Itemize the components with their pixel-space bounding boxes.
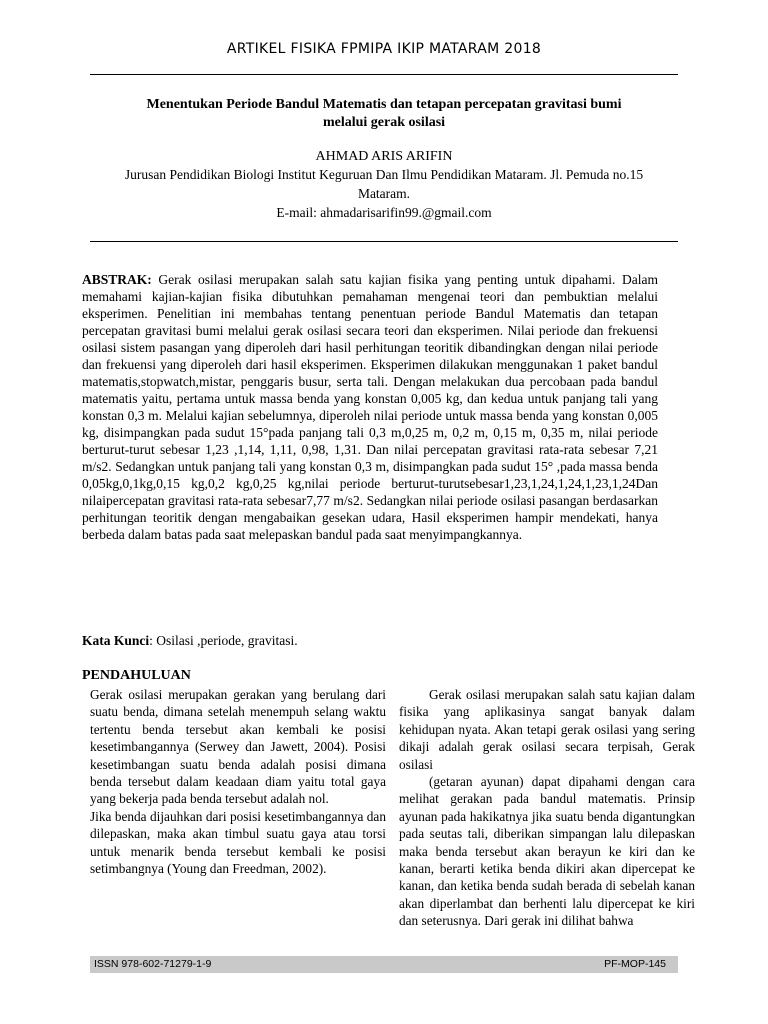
footer-page-number: 145 <box>648 958 666 970</box>
footer-page-code: PF-MOP- <box>604 958 649 970</box>
keywords-label: Kata Kunci <box>82 633 150 648</box>
right-column <box>399 686 695 930</box>
article-title <box>96 96 672 132</box>
article-title-line-2: melalui gerak osilasi <box>322 115 446 130</box>
abstract-label: ABSTRAK: <box>82 272 152 287</box>
right-paragraph-2: (getaran ayunan) dapat dipahami dengan cara melihat gerakan pada bandul matematis. Prinsip ayunan pada hakikatnya jika suatu benda digantungkan pada seutas tali, diberikan simpangan lalu dilepaskan maka benda tersebut akan berayun ke kiri dan ke kanan, berarti ketika benda dikiri akan dipercepat ke kanan, dan ketika benda sudah berada di sebelah kanan akan diperlambat dan berhenti lalu dipercepat ke kiri dan seterusnya. Dari gerak ini dilihat bahwa <box>399 774 695 929</box>
abstract <box>82 271 658 543</box>
footer-page <box>604 958 666 970</box>
abstract-text: Gerak osilasi merupakan salah satu kajian fisika yang penting untuk dipahami. Dalam memahami kajian-kajian fisika dibutuhkan pemahaman mengenai teori dan pembuktian melalui eksperimen. Penelitian ini membahas tentang penentuan periode Bandul Matematis dan tetapan percepatan gravitasi bumi melalui gerak osilasi secara teori dan eksperimen. Nilai periode dan frekuensi osilasi sistem pasangan yang diperoleh dari hasil perhitungan teoritik dibandingkan dengan nilai periode dan frekuensi yang diperoleh dari hasil eksperimen. Eksperimen dilakukan menggunakan 1 paket bandul matematis,stopwatch,mistar, penggaris busur, serta tali. Dengan melakukan dua percobaan pada bandul matematis yaitu, pertama untuk massa benda yang konstan 0,005 kg, dan kedua untuk panjang tali yang konstan 0,3 m. Melalui kajian sebelumnya, diperoleh nilai periode untuk massa benda yang konstan 0,005 kg, disimpangkan pada sudut 15°pada panjang tali 0,3 m,0,25 m, 0,2 m, 0,15 m, 0,35 m, nilai periode berturut-turut sebesar 1,23 ,1,14, 1,11, 0,98, 1,31. Dan nilai percepatan gravitasi rata-rata sebesar 7,21 m/s2. Sedangkan untuk panjang tali yang konstan 0,3 m, disimpangkan pada sudut 15° ,pada massa benda 0,05kg,0,1kg,0,15 kg,0,2 kg,0,25 kg,nilai periode berturut-turutsebesar1,23,1,24,1,24,1,23,1,24Dan nilaipercepatan gravitasi rata-rata sebesar7,77 m/s2. Sedangkan nilai periode osilasi pasangan berdasarkan perhitungan teoritik dengan mengabaikan gesekan udara, Hasil eksperimen hampir mendekati, hanya berbeda dalam batas pada saat melepaskan bandul pada saat menyimpangkannya. <box>82 272 659 542</box>
right-paragraph-1: Gerak osilasi merupakan salah satu kajian dalam fisika yang aplikasinya sangat banyak dalam kehidupan nyata. Akan tetapi gerak osilasi yang sering dikaji adalah gerak osilasi secara terpisah, Gerak osilasi <box>399 687 695 772</box>
author-affiliation: Jurusan Pendidikan Biologi Institut Keguruan Dan Ilmu Pendidikan Mataram. Jl. Pemuda no.15 Mataram. <box>124 167 644 201</box>
left-column <box>90 686 386 877</box>
keywords <box>82 632 658 649</box>
page-footer <box>90 956 678 973</box>
title-divider <box>90 241 678 242</box>
header-divider <box>90 74 678 75</box>
journal-header: ARTIKEL FISIKA FPMIPA IKIP MATARAM 2018 <box>226 41 542 57</box>
left-paragraph-2: Jika benda dijauhkan dari posisi kesetimbangannya dan dilepaskan, maka akan timbul suatu gaya atau torsi untuk menarik benda tersebut kembali ke posisi setimbangnya (Young dan Freedman, 2002). <box>90 808 386 877</box>
author-email: E-mail: ahmadarisarifin99.@gmail.com <box>276 205 492 220</box>
section-heading: PENDAHULUAN <box>82 668 191 683</box>
left-paragraph-1: Gerak osilasi merupakan gerakan yang berulang dari suatu benda, dimana setelah menempuh selang waktu tertentu benda tersebut akan kembali ke posisi kesetimbangannya (Serwey dan Jawett, 2004). Posisi kesetimbangan suatu benda adalah posisi dimana benda tersebut dalam keadaan diam yaitu total gaya yang bekerja pada benda tersebut adalah nol. <box>90 687 386 807</box>
keywords-text: : Osilasi ,periode, gravitasi. <box>149 633 298 648</box>
article-title-line-1: Menentukan Periode Bandul Matematis dan tetapan percepatan gravitasi bumi <box>146 97 622 112</box>
author-name: AHMAD ARIS ARIFIN <box>315 149 453 164</box>
footer-isbn: ISSN 978-602-71279-1-9 <box>94 958 212 970</box>
